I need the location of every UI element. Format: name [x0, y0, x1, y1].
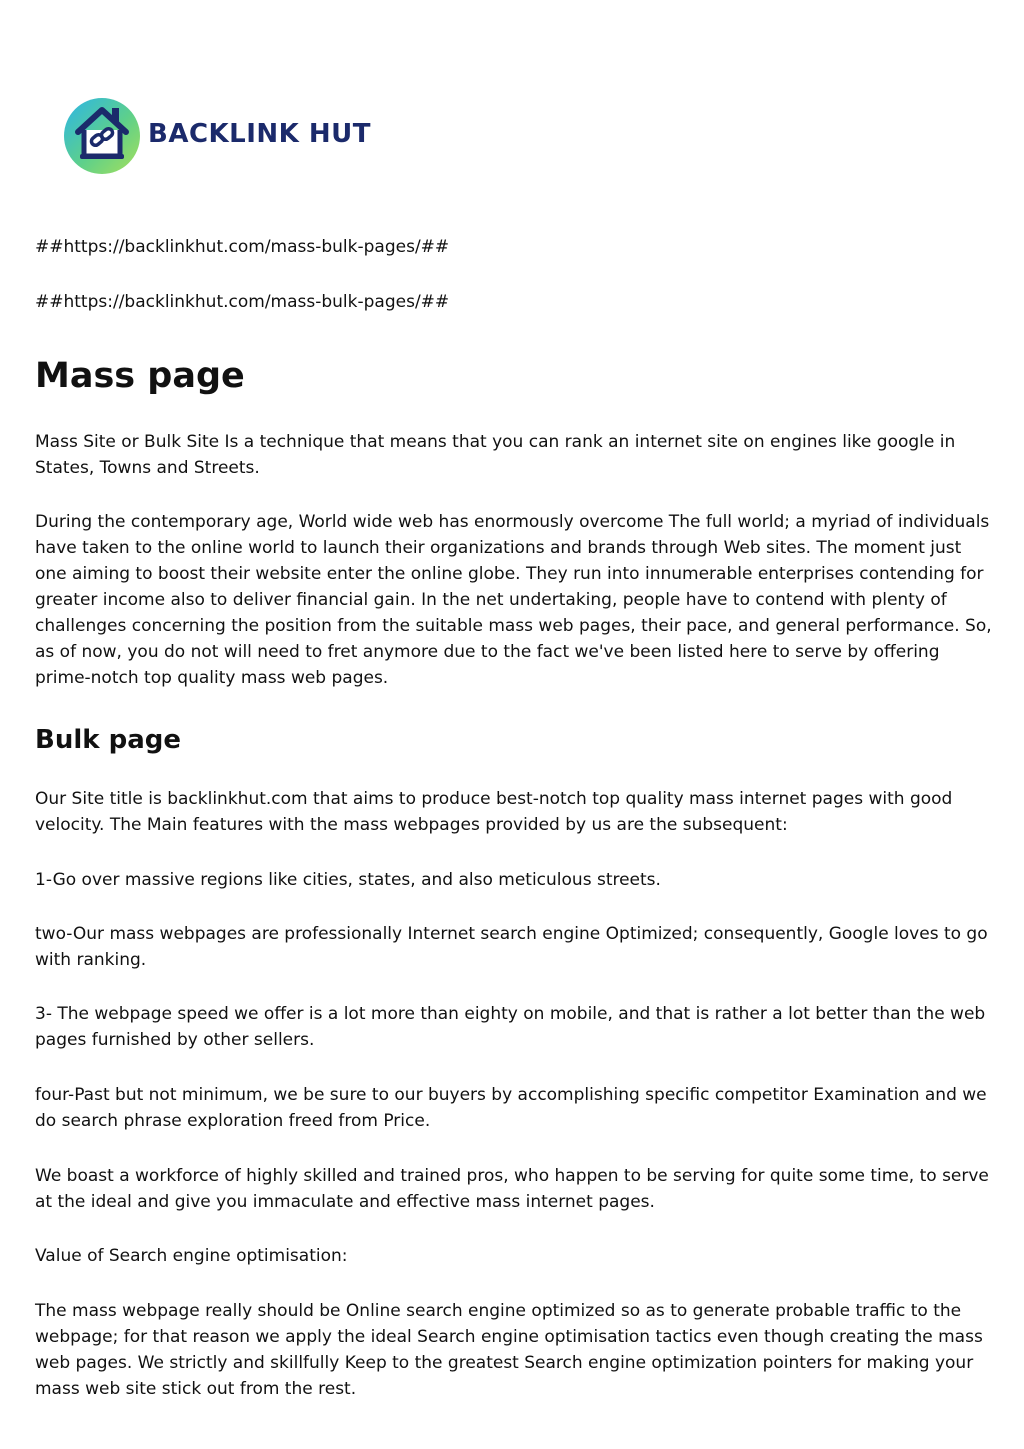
feature-item: 1-Go over massive regions like cities, states, and also meticulous streets. [35, 870, 661, 890]
page-title: Mass page [35, 356, 245, 396]
body-paragraph: The mass webpage really should be Online search engine optimized so as to generate probable traffic to the webpage; for that reason we apply the ideal Search engine optimisation tactics even though creating the mass web pages. We strictly and skillfully Keep to the greatest Search engine optimization pointers for making your mass web site stick out from the rest. [35, 1301, 983, 1399]
section-heading: Bulk page [35, 725, 181, 755]
feature-item: two-Our mass webpages are professionally Internet search engine Optimized; consequently, Google loves to go with ranking. [35, 924, 988, 970]
source-url-line: ##https://backlinkhut.com/mass-bulk-pages/## [35, 292, 450, 312]
body-paragraph: During the contemporary age, World wide web has enormously overcome The full world; a myriad of individuals have taken to the online world to launch their organizations and brands through Web sites. The moment just one aiming to boost their website enter the online globe. They run into innumerable enterprises contending for greater income also to deliver financial gain. In the net undertaking, people have to contend with plenty of challenges concerning the position from the suitable mass web pages, their pace, and general performance. So, as of now, you do not will need to fret anymore due to the fact we've been listed here to serve by offering prime-notch top quality mass web pages. [35, 512, 992, 688]
body-paragraph: Our Site title is backlinkhut.com that aims to produce best-notch top quality mass internet pages with good velocity. The Main features with the mass webpages provided by us are the subsequent: [35, 789, 953, 835]
body-paragraph: We boast a workforce of highly skilled and trained pros, who happen to be serving for quite some time, to serve at the ideal and give you immaculate and effective mass internet pages. [35, 1166, 989, 1212]
feature-item: four-Past but not minimum, we be sure to our buyers by accomplishing specific competitor Examination and we do search phrase exploration freed from Price. [35, 1085, 987, 1131]
source-url-line: ##https://backlinkhut.com/mass-bulk-pages/## [35, 237, 450, 257]
seo-label: Value of Search engine optimisation: [35, 1246, 348, 1266]
house-link-icon [60, 92, 144, 176]
intro-paragraph: Mass Site or Bulk Site Is a technique that means that you can rank an internet site on engines like google in States, Towns and Streets. [35, 432, 956, 478]
feature-item: 3- The webpage speed we offer is a lot more than eighty on mobile, and that is rather a lot better than the web pages furnished by other sellers. [35, 1004, 986, 1050]
brand-name: BACKLINK HUT [148, 119, 371, 149]
brand-logo[interactable] [60, 90, 380, 178]
